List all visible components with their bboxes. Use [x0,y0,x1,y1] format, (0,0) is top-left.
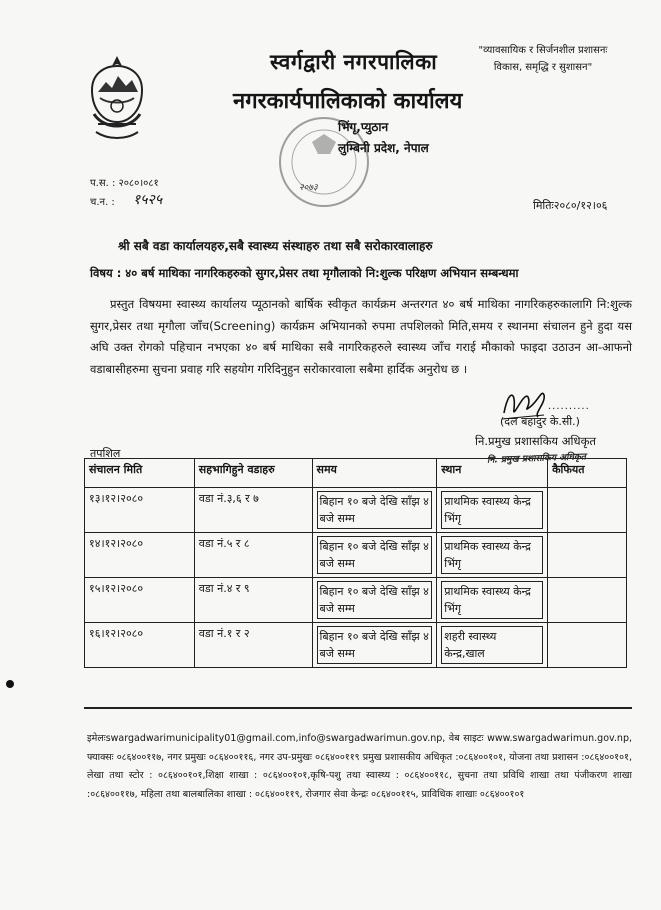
place-text: प्राथमिक स्वास्थ्य केन्द्र भिंगृ [441,491,543,529]
recipient: श्री सबै वडा कार्यालयहरु,सबै स्वास्थ्य संस्थाहरु तथा सबै सरोकारवालाहरु [118,239,433,253]
patra-sankhya: प.स. : २०८०।०८१ [90,178,159,189]
cell-place [437,578,548,623]
col-header-time: समय [312,459,437,488]
cell-place [437,488,548,533]
cell-wards: वडा नं.५ र ८ [194,533,312,578]
office-name: नगरकार्यपालिकाको कार्यालय [233,89,463,114]
cell-date: १५।१२।२०८० [85,578,195,623]
col-header-remarks: कैफियत [548,459,627,488]
cell-date: १४।१२।२०८० [85,533,195,578]
table-row [85,533,627,578]
time-text: बिहान १० बजे देखि साँझ ४ बजे सम्म [317,491,433,529]
cell-time [312,623,437,668]
signatory-name: (दल बहादुर के.सी.) [500,415,580,428]
time-text: बिहान १० बजे देखि साँझ ४ बजे सम्म [317,536,433,574]
footer-divider [84,707,632,709]
cell-date: १३।१२।२०८० [85,488,195,533]
table-row [85,623,627,668]
cell-wards: वडा नं.१ र २ [194,623,312,668]
address-line-1: भिंगृ,प्युठान [338,120,389,134]
motto-line-2: विकास, समृद्धि र सुशासन" [493,62,593,73]
cell-place [437,623,548,668]
table-row [85,488,627,533]
cell-remarks [548,623,627,668]
time-text: बिहान १० बजे देखि साँझ ४ बजे सम्म [317,626,433,664]
cell-remarks [548,578,627,623]
cell-place [437,533,548,578]
schedule-table [84,458,627,668]
signatory-title: नि.प्रमुख प्रशासकिय अधिकृत [475,434,596,448]
cell-time [312,578,437,623]
cell-remarks [548,533,627,578]
place-text: प्राथमिक स्वास्थ्य केन्द्र भिंगृ [441,581,543,619]
punch-hole-mark [6,680,14,688]
address-line-2: लुम्बिनी प्रदेश, नेपाल [338,141,429,155]
cell-time [312,533,437,578]
footer-contacts: इमेलःswargadwarimunicipality01@gmail.com,info@swargadwarimun.gov.np, वेब साइटः www.swargadwarimun.gov.np, फ्याक्सः ०८६४००११७, नगर प्रमुखः ०८६४००११६, नगर उप-प्रमुखः ०८६४००११९ प्रमुख प्रशासकीय अधिकृत :०८६४००१०१, योजना तथा प्रशासन :०८६४००१०१, लेखा तथा स्टोर : ०८६४००१०१,शिक्षा शाखा : ०८६४००१०१,कृषि-पशु तथा स्वास्थ्य : ०८६४००११८, सुचना तथा प्रविधि शाखा तथा पंजीकरण शाखा :०८६४००११७, महिला तथा बालबालिका शाखा : ०८६४००११९, रोजगार सेवा केन्द्रः ०८६४००११५, प्राविधिक शाखाः ०८६४००१०१ [87,733,632,801]
col-header-place: स्थान [437,459,548,488]
letter-date: मितिः२०८०/१२।०६ [533,199,608,212]
place-text: प्राथमिक स्वास्थ्य केन्द्र भिंगृ [441,536,543,574]
cell-wards: वडा नं.३,६ र ७ [194,488,312,533]
motto-line-1: "व्यावसायिक र सिर्जनशील प्रशासनः [478,45,608,56]
motto [454,42,632,76]
cell-date: १६।१२।२०८० [85,623,195,668]
cell-time [312,488,437,533]
chalani-number: १५२५ [133,192,163,208]
cell-remarks [548,488,627,533]
chalani-label: च.न. : [90,197,115,208]
subject: विषय : ४० बर्ष माथिका नागरिकहरुको सुगर,प्रेसर तथा मृगौलाको नि:शुल्क परिक्षण अभियान सम्बन्धमा [90,266,519,280]
table-row [85,578,627,623]
letter-body: प्रस्तुत विषयमा स्वास्थ्य कार्यालय प्यूठानको बार्षिक स्वीकृत कार्यक्रम अन्तरगत ४० बर्ष माथिका नागरिकहरुकालागि नि:शुल्क सुगर,प्रेसर तथा मृगौला जाँच(Screening) कार्यक्रम अभियानको रुपमा तपशिलको मिति,समय र स्थानमा संचालन हुने हुदा यस अघि उक्त रोगको पहिचान नभएका ४० बर्ष माथिका सबै नागरिकहरुले स्वास्थ्य जाँच गराई मौकाको फाइदा उठाउन आ-आफनो वडाबासीहरुमा सुचना प्रवाह गरि सहयोग गरिदिनुहुन सरोकारवाला सबैमा हार्दिक अनुरोध छ । [90,297,632,376]
cell-wards: वडा नं.४ र ९ [194,578,312,623]
col-header-wards: सहभागिहुने वडाहरु [194,459,312,488]
stamp-year: २०७३ [299,183,318,193]
org-name: स्वर्गद्वारी नगरपालिका [270,50,438,74]
government-emblem-icon [84,52,150,144]
time-text: बिहान १० बजे देखि साँझ ४ बजे सम्म [317,581,433,619]
table-header-row [85,459,627,488]
signature-line: .......... [548,401,590,412]
col-header-date: संचालन मिति [85,459,195,488]
signatory-stamp: नि. प्रमुख प्रशासकिय अधिकृत [486,452,587,466]
place-text: शहरी स्वास्थ्य केन्द्र,खाल [441,626,543,664]
schedule-label: तपशिल [90,447,121,460]
